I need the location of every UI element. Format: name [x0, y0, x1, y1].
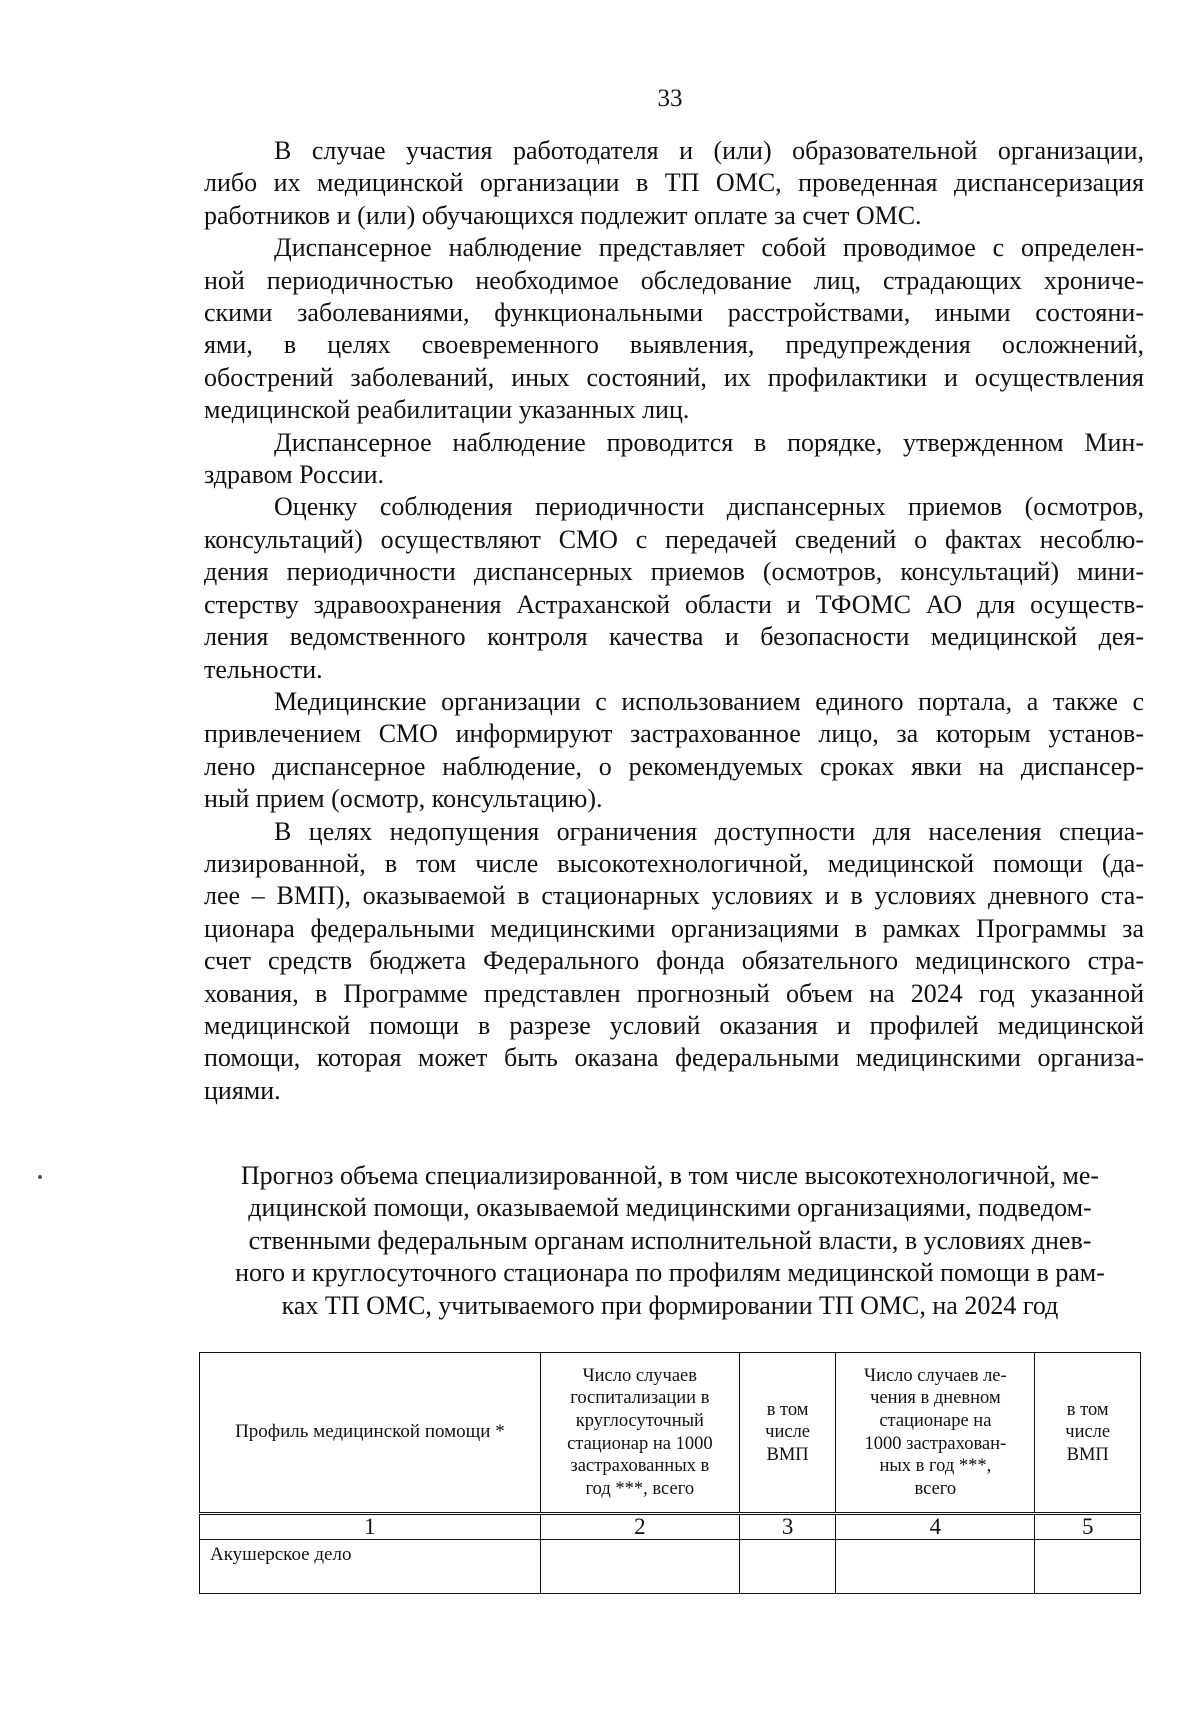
header-line: 1000 застрахован-	[864, 1433, 1007, 1454]
paragraph-line: Диспансерное наблюдение проводится в порядке, утвержденном Мин-	[274, 427, 1144, 457]
paragraph-line: В случае участия работодателя и (или) образовательной организации,	[274, 136, 1144, 165]
paragraph-line: счет средств бюджета Федерального фонда обязательного медицинского стра-	[204, 946, 1144, 976]
header-line: год ***, всего	[585, 1478, 695, 1499]
header-line: ВМП	[1066, 1444, 1109, 1465]
header-hospital-cases	[540, 1353, 739, 1514]
column-number-row	[200, 1514, 1141, 1540]
paragraph-line: лизированной, в том числе высокотехнологичной, медицинской помощи (да-	[204, 848, 1144, 878]
paragraph	[204, 686, 1144, 816]
header-line: Число случаев ле-	[864, 1365, 1007, 1386]
paragraph	[204, 427, 1144, 492]
header-day-stationary-vmp	[1035, 1353, 1141, 1514]
paragraph-line: лее – ВМП), оказываемой в стационарных условиях и в условиях дневного ста-	[204, 881, 1144, 911]
header-line: ВМП	[766, 1444, 809, 1465]
heading-line: Прогноз объема специализированной, в том числе высокотехнологичной, ме-	[240, 1161, 1100, 1190]
column-number: 1	[200, 1514, 541, 1540]
header-line: в том	[766, 1399, 809, 1420]
header-profile	[200, 1353, 541, 1514]
header-line: стационаре на	[879, 1410, 992, 1431]
paragraph-line: хования, в Программе представлен прогнозный объем на 2024 год указанной	[204, 978, 1144, 1008]
table-row	[200, 1540, 1141, 1594]
paragraph	[204, 232, 1144, 426]
table-heading	[190, 1160, 1150, 1322]
paragraph-line: В целях недопущения ограничения доступности для населения специа-	[274, 816, 1144, 846]
hospital-vmp-cell	[739, 1540, 836, 1594]
paragraph-line: тельности.	[204, 654, 323, 684]
body-text	[204, 135, 1144, 1107]
column-number: 2	[540, 1514, 739, 1540]
paragraph-line: привлечением СМО информируют застрахованное лицо, за которым установ-	[204, 719, 1144, 749]
profile-volume-table	[199, 1352, 1141, 1594]
header-line: числе	[765, 1422, 811, 1443]
header-line: в том	[1066, 1399, 1109, 1420]
day-stationary-cases-cell	[836, 1540, 1035, 1594]
paragraph	[204, 135, 1144, 232]
header-hospital-vmp	[739, 1353, 836, 1514]
header-line: чения в дневном	[870, 1388, 1001, 1409]
header-line: стационар на 1000	[567, 1433, 713, 1454]
header-line: Число случаев	[582, 1365, 698, 1386]
paragraph-line: медицинской помощи в разрезе условий оказания и профилей медицинской	[204, 1010, 1144, 1040]
heading-line: ного и круглосуточного стационара по профилям медицинской помощи в рам-	[235, 1258, 1105, 1288]
paragraph-line: медицинской реабилитации указанных лиц.	[204, 395, 690, 425]
column-number: 5	[1035, 1514, 1141, 1540]
paragraph-line: циями.	[204, 1075, 281, 1105]
paragraph-line: работников и (или) обучающихся подлежит оплате за счет ОМС.	[204, 200, 922, 230]
header-line: госпитализации в	[570, 1388, 710, 1409]
paragraph-line: Медицинские организации с использованием единого портала, а также с	[274, 686, 1144, 716]
paragraph-line: Оценку соблюдения периодичности диспансерных приемов (осмотров,	[274, 492, 1144, 522]
paragraph-line: ный прием (осмотр, консультацию).	[204, 784, 603, 814]
day-stationary-vmp-cell	[1035, 1540, 1141, 1594]
header-day-stationary-cases	[836, 1353, 1035, 1514]
page-number: 33	[657, 85, 683, 112]
paragraph-line: помощи, которая может быть оказана федеральными медицинскими организа-	[204, 1043, 1144, 1073]
paragraph-line: ления ведомственного контроля качества и безопасности медицинской дея-	[204, 622, 1144, 652]
column-number: 3	[739, 1514, 836, 1540]
paragraph-line: здравом России.	[204, 460, 384, 490]
table-header-row	[200, 1353, 1141, 1514]
paragraph-line: либо их медицинской организации в ТП ОМС, проведенная диспансеризация	[204, 168, 1144, 198]
heading-line: ственными федеральным органам исполнительной власти, в условиях днев-	[248, 1225, 1092, 1255]
scan-speck	[38, 1175, 42, 1179]
paragraph-line: ционара федеральными медицинскими организациями в рамках Программы за	[204, 913, 1144, 943]
paragraph-line: консультаций) осуществляют СМО с передачей сведений о фактах несоблю-	[204, 524, 1144, 554]
header-line: числе	[1065, 1422, 1111, 1443]
paragraph-line: скими заболеваниями, функциональными расстройствами, иными состояни-	[204, 298, 1144, 328]
paragraph	[204, 491, 1144, 685]
paragraph-line: ной периодичностью необходимое обследование лиц, страдающих хрониче-	[204, 265, 1144, 295]
heading-line: ках ТП ОМС, учитываемого при формировании ТП ОМС, на 2024 год	[281, 1290, 1059, 1320]
header-line: ных в год ***,	[879, 1456, 992, 1477]
header-line: застрахованных в	[570, 1456, 710, 1477]
paragraph-line: лено диспансерное наблюдение, о рекомендуемых сроках явки на диспансер-	[204, 751, 1144, 781]
header-line: Профиль медицинской помощи *	[235, 1421, 505, 1443]
paragraph-line: Диспансерное наблюдение представляет собой проводимое с определен-	[274, 233, 1144, 263]
heading-line: дицинской помощи, оказываемой медицинскими организациями, подведом-	[248, 1193, 1092, 1223]
paragraph-line: обострений заболеваний, иных состояний, их профилактики и осуществления	[204, 362, 1144, 392]
paragraph-line: ями, в целях своевременного выявления, предупреждения осложнений,	[204, 330, 1144, 360]
paragraph	[204, 816, 1144, 1108]
paragraph-line: стерству здравоохранения Астраханской области и ТФОМС АО для осуществ-	[204, 589, 1144, 619]
header-line: круглосуточный	[575, 1410, 704, 1431]
profile-name-cell: Акушерское дело	[200, 1540, 541, 1594]
paragraph-line: дения периодичности диспансерных приемов (осмотров, консультаций) мини-	[204, 557, 1144, 587]
header-line: всего	[914, 1478, 957, 1499]
column-number: 4	[836, 1514, 1035, 1540]
hospital-cases-cell	[540, 1540, 739, 1594]
